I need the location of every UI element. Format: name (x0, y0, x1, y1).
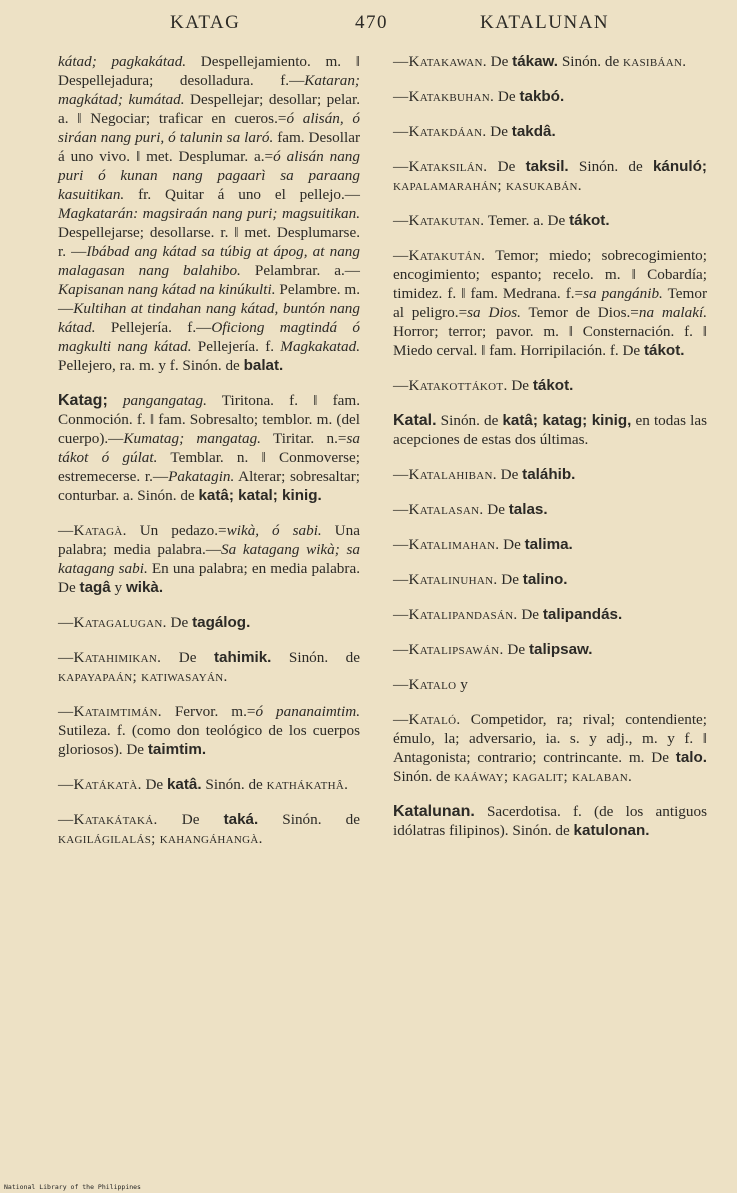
dictionary-entry (393, 570, 707, 589)
entry-text: De (483, 501, 509, 518)
entry-text: na malakí. (638, 304, 707, 321)
entry-text: y (110, 579, 126, 596)
entry-text: Pellejería. f. (191, 338, 281, 355)
entry-text: talima. (524, 536, 573, 553)
entry-text: Kapisanan nang kátad na kinúkulti. (58, 281, 276, 298)
entry-text: balat. (243, 357, 284, 374)
entry-text: katâ. (166, 776, 202, 793)
sub-headword: kagilágilalás; kahangáhangà. (58, 830, 263, 847)
entry-text: Temor de Dios.= (520, 304, 639, 321)
left-column (58, 52, 360, 864)
entry-text: talipandás. (542, 606, 623, 623)
dictionary-entry (393, 246, 707, 360)
entry-text: Magkatarán: magsiraán nang puri; magsuitikan. (58, 205, 360, 222)
dictionary-entry (393, 465, 707, 484)
entry-text: Un pedazo.= (126, 522, 227, 539)
dictionary-entry (58, 648, 360, 686)
entry-text: Despellejarse; desollarse. r. ‖ met. Desplumarse. r. — (58, 224, 360, 260)
entry-text: takdâ. (511, 123, 556, 140)
entry-text: Oficiong magtindá ó magkulti nang kátad. (58, 319, 361, 355)
sub-headword: —Katagà. (58, 522, 127, 539)
dictionary-entry (393, 122, 707, 141)
dictionary-entry (58, 613, 360, 632)
entry-text: Sa katagang wikà; sa katagang sabi. (58, 541, 360, 577)
dictionary-entry (393, 52, 707, 71)
sub-headword: —Katagalugan. (58, 614, 167, 631)
entry-text: Sinón. de (201, 776, 267, 793)
entry-text: tagâ (79, 579, 111, 596)
entry-text: talipsaw. (528, 641, 593, 658)
sub-headword: —Katakawan. (393, 53, 487, 70)
dictionary-entry (393, 605, 707, 624)
dictionary-entry (393, 157, 707, 195)
dictionary-entry (393, 500, 707, 519)
headword: Katalunan. (393, 803, 475, 820)
header-right-word: KATALUNAN (480, 12, 610, 33)
entry-text: fam. Desollar á uno vivo. ‖ met. Desplumar. a.= (58, 129, 361, 165)
entry-text: Despellejamiento. m. ‖ Despellejadura; desolladura. f.— (58, 53, 360, 89)
entry-text: Despellejar; desollar; pelar. a. ‖ Negociar; traficar en cueros.= (58, 91, 360, 127)
entry-text: y (456, 676, 468, 693)
entry-text: taká. (223, 811, 259, 828)
entry-text: De (499, 536, 525, 553)
running-header (0, 8, 737, 42)
entry-text: Temor; miedo; sobrecogimiento; encogimiento; espanto; recelo. m. ‖ Cobardía; timidez. f. ‖ fam. Medrana. f.= (393, 247, 707, 302)
sub-headword: —Kataló. (393, 711, 461, 728)
entry-text: taimtim. (147, 741, 207, 758)
sub-headword: —Katákatà. (58, 776, 142, 793)
entry-text: De (507, 377, 533, 394)
dictionary-entry (393, 376, 707, 395)
entry-text: wikà, ó sabi. (226, 522, 322, 539)
entry-text: Sinón. de (436, 412, 503, 429)
entry-text: katulonan. (573, 822, 650, 839)
entry-text: talo. (675, 749, 707, 766)
dictionary-entry (58, 702, 360, 759)
entry-text: katâ; katag; kinig, (502, 412, 632, 429)
dictionary-entry (58, 810, 360, 848)
dictionary-entry (393, 411, 707, 449)
entry-text: taksil. (525, 158, 569, 175)
sub-headword: kapalamarahán; kasukabán. (393, 177, 582, 194)
entry-text: takbó. (519, 88, 565, 105)
sub-headword: kathákathâ. (266, 776, 349, 793)
entry-text: kátad; pagkakátad. (58, 53, 187, 70)
entry-text: Sinón. de (271, 649, 360, 666)
entry-text: tagálog. (192, 614, 251, 631)
entry-text: ó pananaimtim. (255, 703, 360, 720)
dictionary-entry (393, 675, 707, 694)
entry-text: Temer. a. De (484, 212, 570, 229)
dictionary-entry (393, 87, 707, 106)
entry-text: Kultihan at tindahan nang kátad, buntón nang kátad. (58, 300, 360, 336)
entry-text: Fervor. m.= (161, 703, 256, 720)
sub-headword: kaáway; kagalit; kalaban. (454, 768, 633, 785)
entry-text: Sinón. de (558, 53, 623, 70)
dictionary-entry (393, 640, 707, 659)
sub-headword: —Katalimahan. (393, 536, 500, 553)
header-left-word: KATAG (170, 12, 241, 33)
sub-headword: —Katakdáan. (393, 123, 487, 140)
entry-text: talino. (522, 571, 568, 588)
entry-text: Pellejería. f.— (95, 319, 212, 336)
dictionary-entry (393, 211, 707, 230)
sub-headword: kasibáan. (623, 53, 687, 70)
sub-headword: —Katakátaká. (58, 811, 158, 828)
sub-headword: —Katalasan. (393, 501, 484, 518)
sub-headword: —Katakutan. (393, 212, 485, 229)
sub-headword: kapayapaán; katiwasayán. (58, 668, 228, 685)
sub-headword: —Katakután. (393, 247, 486, 264)
entry-text: tákaw. (512, 53, 559, 70)
sub-headword: —Katalipandasán. (393, 606, 518, 623)
sub-headword: —Katahimikan. (58, 649, 162, 666)
entry-text: ó alisán, ó siráan nang puri, ó talunin sa laró. (58, 110, 360, 146)
entry-text: Competidor, ra; rival; contendiente; émulo, la; adversario, ia. s. y adj., m. y f. ‖ Antagonista; contrario; contrincante. m. De (393, 711, 707, 766)
entry-text: ó alisán nang puri ó kunan nang pagaarì sa paraang kasuitikan. (58, 148, 360, 203)
entry-text: Tiritona. f. ‖ fam. Conmoción. f. ‖ fam. Sobresalto; temblor. m. (del cuerpo).— (58, 392, 360, 447)
headword: Katag; (58, 392, 108, 409)
dictionary-entry (393, 710, 707, 786)
sub-headword: —Kataimtimán. (58, 703, 162, 720)
entry-text: De (497, 571, 523, 588)
entry-text: Sinón. de (393, 768, 455, 785)
entry-text: Sutileza. f. (como don teológico de los cuerpos gloriosos). De (58, 722, 360, 758)
page-number: 470 (355, 12, 388, 33)
sub-headword: —Katalinuhan. (393, 571, 498, 588)
entry-text: De (141, 776, 167, 793)
entry-text: Sinón. de (568, 158, 653, 175)
dictionary-entry (58, 391, 360, 505)
sub-headword: —Kataksilán. (393, 158, 488, 175)
entry-text: Pellejero, ra. m. y f. Sinón. de (58, 357, 244, 374)
entry-text: Sacerdotisa. f. (de los antiguos idólatras filipinos). Sinón. de (393, 803, 707, 839)
entry-text: tákot. (643, 342, 685, 359)
headword: Katal. (393, 412, 437, 429)
entry-text: Horror; terror; pavor. m. ‖ Consternación. f. ‖ Miedo cerval. ‖ fam. Horripilación. f. De (393, 323, 707, 359)
dictionary-entry (393, 802, 707, 840)
entry-text: De (486, 123, 512, 140)
footer-credit: National Library of the Philippines (4, 1183, 141, 1191)
entry-text: De (486, 53, 513, 70)
dictionary-entry (393, 535, 707, 554)
entry-text: De (494, 88, 520, 105)
dictionary-entry (58, 775, 360, 794)
sub-headword: —Katakottákot. (393, 377, 508, 394)
entry-text: Una palabra; media palabra.— (58, 522, 360, 558)
sub-headword: —Katakbuhan. (393, 88, 495, 105)
entry-text: De (487, 158, 526, 175)
entry-text: sa tákot ó gúlat. (58, 430, 361, 466)
dictionary-entry (58, 521, 360, 597)
entry-text: En una palabra; en media palabra. De (58, 560, 360, 596)
entry-text: tákot. (532, 377, 574, 394)
entry-text: Sinón. de (258, 811, 360, 828)
sub-headword: —Katalo (393, 676, 457, 693)
entry-text: Kumatag; mangatag. (123, 430, 261, 447)
entry-text: De (496, 466, 523, 483)
entry-text: De (161, 649, 214, 666)
entry-text: fr. Quitar á uno el pellejo.— (124, 186, 360, 203)
right-column (393, 52, 707, 856)
entry-text: De (517, 606, 543, 623)
entry-text: sa pangánib. (583, 285, 663, 302)
entry-text: De (157, 811, 224, 828)
entry-text: kánuló; (652, 158, 707, 175)
entry-text: De (166, 614, 193, 631)
entry-text: Ibábad ang kátad sa túbig at ápog, at nang malagasan nang balahibo. (58, 243, 360, 279)
entry-text: talas. (508, 501, 548, 518)
entry-text: tahimik. (213, 649, 272, 666)
entry-text: katâ; katal; kinig. (198, 487, 322, 504)
entry-text: wikà. (125, 579, 164, 596)
entry-text: Pelambrar. a.— (240, 262, 360, 279)
sub-headword: —Katalipsawán. (393, 641, 504, 658)
entry-text: Tiritar. n.= (260, 430, 347, 447)
entry-text: sa Dios. (467, 304, 521, 321)
entry-text: tákot. (569, 212, 610, 229)
entry-text: pangangatag. (107, 392, 207, 409)
sub-headword: —Katalahiban. (393, 466, 497, 483)
entry-text: Temblar. n. ‖ Conmoverse; estremecerse. r.— (58, 449, 360, 485)
entry-text: Pakatagin. (168, 468, 235, 485)
dictionary-entry (58, 52, 360, 375)
entry-text: De (503, 641, 529, 658)
entry-text: Pelambre. m.— (58, 281, 360, 317)
entry-text: en todas las acepciones de estas dos últimas. (393, 412, 707, 448)
entry-text: Temor al peligro.= (393, 285, 708, 321)
entry-text: Kataran; magkátad; kumátad. (58, 72, 360, 108)
entry-text: Alterar; sobresaltar; conturbar. a. Sinón. de (58, 468, 361, 504)
entry-text: taláhib. (522, 466, 576, 483)
entry-text: Magkakatad. (280, 338, 361, 355)
